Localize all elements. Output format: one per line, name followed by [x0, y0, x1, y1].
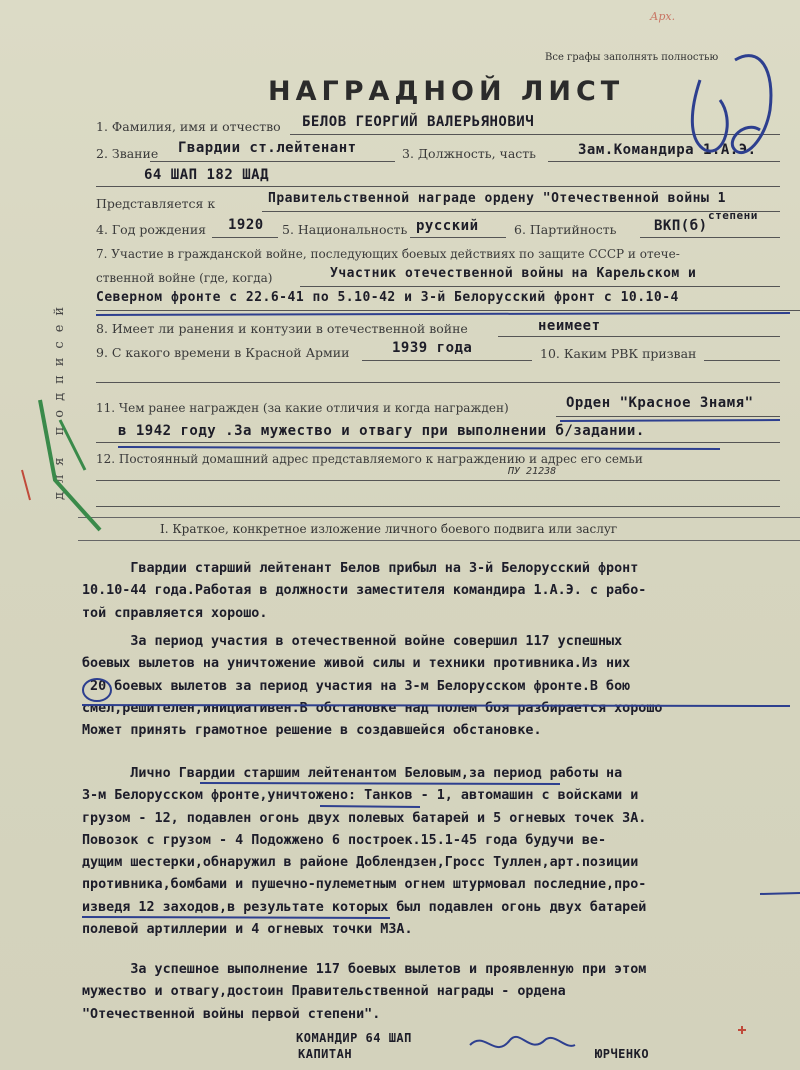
blue-underline-sorties [82, 917, 390, 918]
field-11-value-2: в 1942 году .За мужество и отвагу при выполнении б/задании. [118, 423, 645, 439]
field-4-value: 1920 [228, 217, 264, 233]
blue-underline-pro [760, 893, 800, 894]
red-cross-mark [738, 1026, 746, 1034]
unit-value: 64 ШАП 182 ШАД [144, 167, 270, 183]
document-title: НАГРАДНОЙ ЛИСТ [268, 76, 625, 107]
field-5-label: 5. Национальность [282, 222, 408, 237]
field-1-label: 1. Фамилия, имя и отчество [96, 119, 281, 134]
field-10-label: 10. Каким РВК призван [540, 346, 697, 361]
green-check-mark [40, 400, 100, 530]
field-8-label: 8. Имеет ли ранения и контузии в отечественной войне [96, 321, 468, 336]
signer-rank: КАПИТАН [298, 1047, 353, 1061]
red-pencil-mark [22, 470, 30, 500]
narrative-paragraph-3: Лично Гвардии старшим лейтенантом Беловым,за период работы на 3-м Белорусском фронте,уничтожено: Танков - 1, автомашин с войсками и грузом - 12, подавлен огонь двух полевых батарей и 5 огневых точек ЗА. Повозок с грузом - 4 Подожжено 6 построек.15.1-45 года будучи ве- дущим шестерки,обнаружил в районе Доблендзен,Гросс Туллен,арт.позиции противника,бомбами и пушечно-пулеметным огнем штурмовал последние,про- изведя 12 заходов,в результате которых был подавлен огонь двух батарей полевой артиллерии и 4 огневых точки МЗА. [82, 766, 647, 938]
blue-underline-personal [200, 783, 560, 784]
field-7-value-2: Северном фронте с 22.6-41 по 5.10-42 и 3-й Белорусский фронт с 10.10-4 [96, 290, 679, 305]
handwritten-signature [470, 1037, 575, 1047]
field-3-label: 3. Должность, часть [402, 146, 536, 161]
blue-underline-award [118, 447, 720, 449]
blue-underline-order [560, 420, 780, 421]
field-4-label: 4. Год рождения [96, 222, 207, 237]
field-7-value-1: Участник отечественной войны на Карельском и [330, 266, 697, 281]
field-5-value: русский [416, 218, 479, 234]
blue-underline-from [82, 705, 790, 706]
presented-value: Правительственной награде ордену "Отечественной войны 1 [268, 191, 726, 206]
narrative-paragraph-2: За период участия в отечественной войне совершил 117 успешных боевых вылетов на уничтожение живой силы и техники противника.Из них 20 боевых вылетов за период участия на 3-м Белорусском фронте.В бою смел,решителен,инициативен.В обстановке над полем боя разбирается хорошо Может принять грамотное решение в создавшейся обстановке. [82, 634, 663, 739]
field-11-label: 11. Чем ранее награжден (за какие отличия и когда награжден) [96, 401, 509, 415]
narrative-paragraph-4: За успешное выполнение 117 боевых вылетов и проявленную при этом мужество и отвагу,достоин Правительственной награды - ордена "Отечественной войны первой степени". [82, 962, 647, 1022]
field-7-label-2: ственной войне (где, когда) [96, 271, 273, 285]
field-7-label-1: 7. Участие в гражданской войне, последующих боевых действиях по защите СССР и отече- [96, 247, 680, 261]
field-9-label: 9. С какого времени в Красной Армии [96, 345, 350, 360]
corner-mark: Арх. [650, 10, 676, 23]
signer-name: ЮРЧЕНКО [595, 1047, 650, 1061]
degree-value: степени [708, 209, 758, 222]
field-11-value-1: Орден "Красное Знамя" [566, 395, 754, 411]
field-12-label: 12. Постоянный домашний адрес представляемого к награждению и адрес его семьи [96, 452, 643, 466]
fill-notice: Все графы заполнять полностью [545, 52, 719, 63]
blue-underline-front [96, 313, 790, 315]
section-heading: I. Краткое, конкретное изложение личного боевого подвига или заслуг [160, 522, 618, 536]
field-3-value: Зам.Командира 1.А.Э. [578, 142, 757, 158]
handwritten-number-mark-2 [732, 56, 771, 153]
field-2-label: 2. Звание [96, 146, 159, 161]
presented-label: Представляется к [96, 196, 216, 211]
side-signature-label: для подписей [52, 297, 67, 500]
green-check-stroke [60, 420, 85, 470]
field-6-label: 6. Партийность [514, 222, 617, 237]
field-9-value: 1939 года [392, 340, 473, 356]
narrative-paragraph-1: Гвардии старший лейтенант Белов прибыл на 3-й Белорусский фронт 10.10-44 года.Работая в должности заместителя командира 1.А.Э. с рабо- той справляется хорошо. [82, 561, 647, 621]
handwritten-number-mark [692, 80, 727, 151]
field-8-value: неимеет [538, 318, 601, 334]
field-1-value: БЕЛОВ ГЕОРГИЙ ВАЛЕРЬЯНОВИЧ [302, 114, 535, 130]
blue-circle-twenty [83, 679, 111, 701]
blue-underline-destroyed [320, 806, 420, 807]
field-6-value: ВКП(б) [654, 218, 708, 234]
signer-title: КОМАНДИР 64 ШАП [296, 1031, 412, 1045]
field-2-value: Гвардии ст.лейтенант [178, 140, 357, 156]
field-12-stamp: ПУ 21238 [508, 466, 557, 477]
